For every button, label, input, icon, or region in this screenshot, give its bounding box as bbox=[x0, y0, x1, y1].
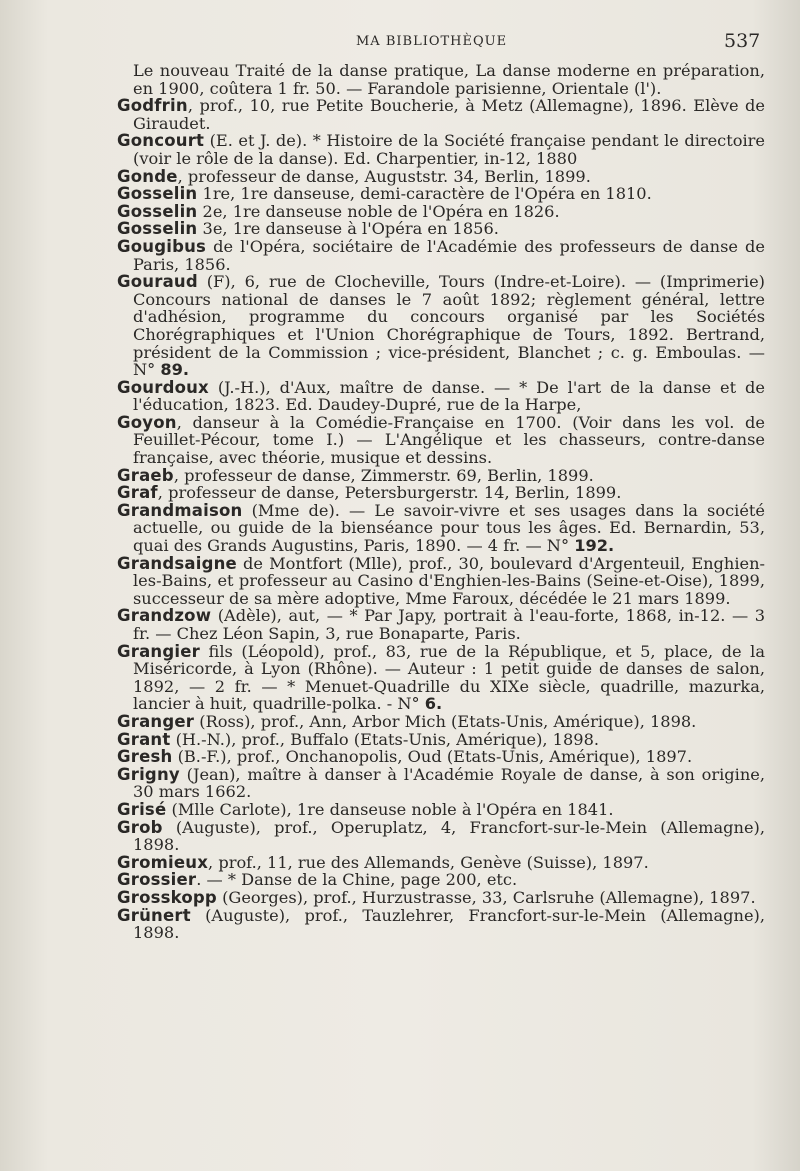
entry-text: , danseur à la Comédie-Française en 1700. (Voir dans les vol. de Feuillet-Pécour, tome I.) — L'Angélique et les chasseurs, contre-danse française, avec théorie, musique et dessins. bbox=[133, 412, 765, 468]
entry-text: (Jean), maître à danser à l'Académie Royale de danse, à son origine, 30 mars 1662. bbox=[133, 764, 765, 802]
page-number: 537 bbox=[724, 30, 761, 52]
entry-name: Grant bbox=[117, 729, 171, 749]
entry-text: (Mme de). — Le savoir-vivre et ses usages dans la société actuelle, ou guide de la bienséance pour tous les âges. Ed. Bernardin, 53, quai des Grands Augustins, Paris, 1890. — 4 fr. — N° bbox=[133, 500, 765, 556]
entry-text: (Auguste), prof., Tauzlehrer, Francfort-sur-le-Mein (Allemagne), 1898. bbox=[133, 905, 765, 943]
catalog-number: 6. bbox=[424, 694, 443, 714]
entry-text: (Adèle), aut, — * Par Japy, portrait à l'eau-forte, 1868, in-12. — 3 fr. — Chez Léon Sapin, 3, rue Bonaparte, Paris. bbox=[133, 606, 765, 643]
entry-name: Grisé bbox=[117, 799, 167, 819]
entry-name: Grünert bbox=[117, 905, 191, 925]
entry-name: Gouraud bbox=[117, 272, 198, 292]
entry-name: Grandmaison bbox=[117, 500, 243, 520]
entry-text: 2e, 1re danseuse noble de l'Opéra en 1826. bbox=[197, 201, 560, 221]
entry-graeb bbox=[117, 467, 765, 485]
catalog-number: 192. bbox=[574, 536, 615, 556]
entry-text: (Auguste), prof., Operuplatz, 4, Francfort-sur-le-Mein (Allemagne), 1898. bbox=[133, 817, 765, 855]
entry-text: de l'Opéra, sociétaire de l'Académie des professeurs de danse de Paris, 1856. bbox=[133, 236, 765, 274]
entry-text: (H.-N.), prof., Buffalo (Etats-Unis, Amérique), 1898. bbox=[170, 729, 600, 749]
entry-godfrin bbox=[117, 97, 765, 132]
entry-goyon bbox=[117, 414, 765, 467]
entry-grangier bbox=[117, 643, 765, 713]
entry-granger bbox=[117, 713, 765, 731]
entry-text: Le nouveau Traité de la danse pratique, La danse moderne en préparation, en 1900, coûtera 1 fr. 50. — Farandole parisienne, Orientale (l'). bbox=[133, 61, 765, 98]
entry-goncourt bbox=[117, 132, 765, 167]
entry-name: Graf bbox=[117, 483, 158, 503]
entry-text: , prof., 10, rue Petite Boucherie, à Metz (Allemagne), 1896. Elève de Giraudet. bbox=[133, 96, 765, 133]
entry-name: Gourdoux bbox=[117, 377, 209, 397]
entry-graf bbox=[117, 484, 765, 502]
entry-text: (E. et J. de). * Histoire de la Société française pendant le directoire (voir le rôle de la danse). Ed. Charpentier, in-12, 1880 bbox=[133, 131, 765, 168]
entry-name: Gosselin bbox=[117, 201, 198, 221]
entry-text: (B.-F.), prof., Onchanopolis, Oud (Etats-Unis, Amérique), 1897. bbox=[172, 747, 693, 767]
directory-entries bbox=[117, 62, 765, 942]
entry-gouraud bbox=[117, 273, 765, 379]
entry-gosselin-1 bbox=[117, 185, 765, 203]
entry-text: (Ross), prof., Ann, Arbor Mich (Etats-Unis, Amérique), 1898. bbox=[194, 711, 697, 731]
entry-grandzow bbox=[117, 607, 765, 642]
entry-name: Grandzow bbox=[117, 606, 212, 626]
entry-grise bbox=[117, 801, 765, 819]
entry-name: Grangier bbox=[117, 641, 200, 661]
entry-gosselin-2 bbox=[117, 203, 765, 221]
entry-grandsaigne bbox=[117, 555, 765, 608]
entry-text: (F), 6, rue de Clocheville, Tours (Indre-et-Loire). — (Imprimerie) Concours national de danses le 7 août 1892; règlement général, lettre d'adhésion, programme du concours organisé par les Sociétés Chorégraphiques et l'Union Chorégraphique de Tours, 1892. Bertrand, président de la Commission ; vice-président, Blanchet ; c. g. Emboulas. — N° bbox=[133, 272, 765, 380]
entry-name: Gonde bbox=[117, 166, 178, 186]
entry-gonde bbox=[117, 168, 765, 186]
entry-text: . — * Danse de la Chine, page 200, etc. bbox=[196, 870, 518, 890]
entry-text: fils (Léopold), prof., 83, rue de la République, et 5, place, de la Miséricorde, à Lyon (Rhône). — Auteur : 1 petit guide de danses de salon, 1892, — 2 fr. — * Menuet-Quadrille du XIXe siècle, quadrille, mazurka, lancier à huit, quadrille-polka. - N° bbox=[133, 641, 765, 714]
entry-grosskopp bbox=[117, 889, 765, 907]
entry-grob bbox=[117, 819, 765, 854]
entry-name: Goncourt bbox=[117, 131, 205, 151]
entry-name: Gresh bbox=[117, 747, 173, 767]
entry-text: , professeur de danse, Petersburgerstr. 14, Berlin, 1899. bbox=[157, 483, 622, 503]
entry-text: , prof., 11, rue des Allemands, Genève (Suisse), 1897. bbox=[208, 852, 649, 872]
entry-name: Gromieux bbox=[117, 852, 209, 872]
entry-grunert bbox=[117, 907, 765, 942]
entry-name: Gosselin bbox=[117, 219, 198, 239]
entry-gresh bbox=[117, 748, 765, 766]
entry-name: Godfrin bbox=[117, 96, 188, 116]
entry-name: Grosskopp bbox=[117, 887, 217, 907]
entry-text: (Mlle Carlote), 1re danseuse noble à l'Opéra en 1841. bbox=[166, 799, 614, 819]
entry-text: 3e, 1re danseuse à l'Opéra en 1856. bbox=[197, 219, 499, 239]
entry-grandmaison bbox=[117, 502, 765, 555]
running-head: MA BIBLIOTHÈQUE bbox=[356, 34, 508, 49]
entry-text: , professeur de danse, Auguststr. 34, Berlin, 1899. bbox=[177, 166, 591, 186]
entry-text: (J.-H.), d'Aux, maître de danse. — * De l'art de la danse et de l'éducation, 1823. Ed. Daudey-Dupré, rue de la Harpe, bbox=[133, 377, 765, 415]
entry-gougibus bbox=[117, 238, 765, 273]
entry-name: Grigny bbox=[117, 764, 180, 784]
entry-gromieux bbox=[117, 854, 765, 872]
entry-name: Grossier bbox=[117, 870, 197, 890]
entry-name: Gougibus bbox=[117, 236, 207, 256]
entry-name: Gosselin bbox=[117, 184, 198, 204]
catalog-number: 89. bbox=[160, 360, 190, 380]
entry-continuation bbox=[117, 62, 765, 97]
entry-text: (Georges), prof., Hurzustrasse, 33, Carlsruhe (Allemagne), 1897. bbox=[216, 887, 756, 907]
entry-grossier bbox=[117, 871, 765, 889]
entry-name: Grob bbox=[117, 817, 163, 837]
entry-name: Grandsaigne bbox=[117, 553, 237, 573]
entry-text: de Montfort (Mlle), prof., 30, boulevard d'Argenteuil, Enghien-les-Bains, et professeur au Casino d'Enghien-les-Bains (Seine-et-Oise), 1899, successeur de sa mère adoptive, Mme Faroux, décédée le 21 mars 1899. bbox=[133, 553, 765, 608]
entry-grigny bbox=[117, 766, 765, 801]
entry-grant bbox=[117, 731, 765, 749]
page-header bbox=[0, 30, 800, 56]
entry-name: Graeb bbox=[117, 465, 174, 485]
entry-gourdoux bbox=[117, 379, 765, 414]
entry-gosselin-3 bbox=[117, 220, 765, 238]
entry-text: , professeur de danse, Zimmerstr. 69, Berlin, 1899. bbox=[173, 465, 594, 485]
entry-name: Goyon bbox=[117, 412, 177, 432]
entry-text: 1re, 1re danseuse, demi-caractère de l'Opéra en 1810. bbox=[197, 184, 652, 204]
entry-name: Granger bbox=[117, 711, 195, 731]
